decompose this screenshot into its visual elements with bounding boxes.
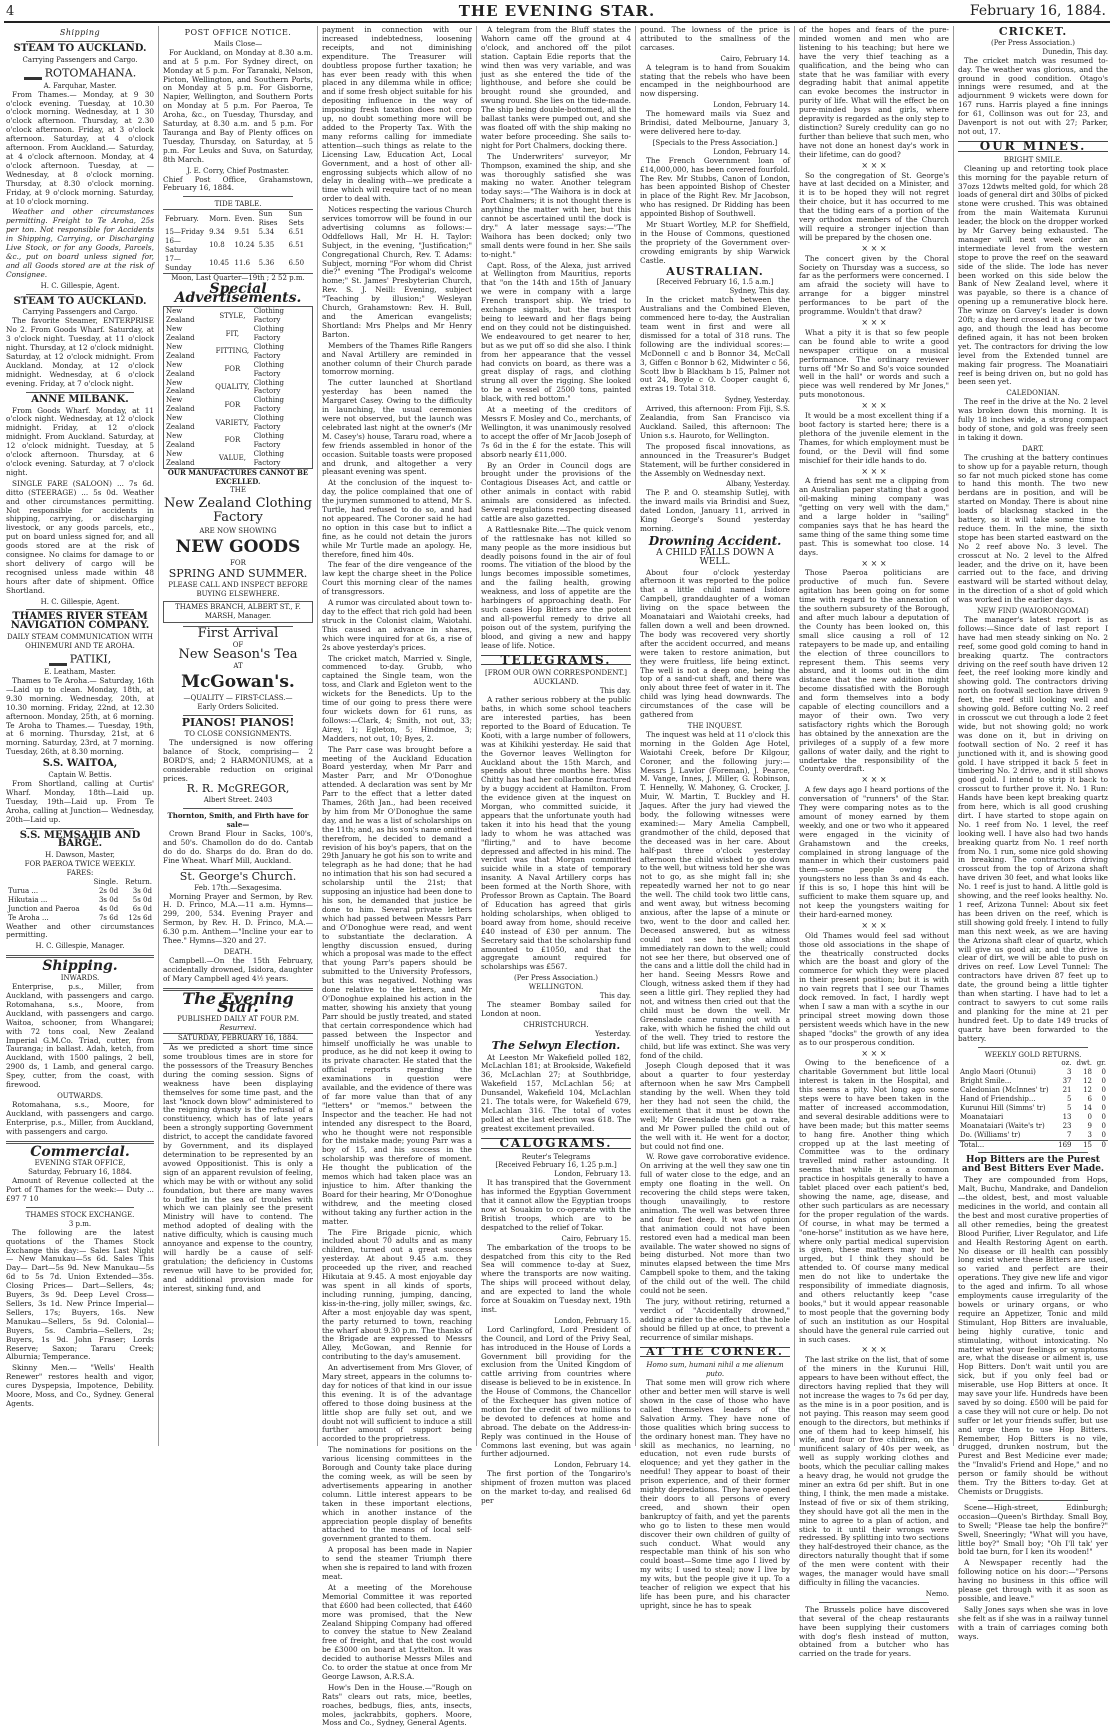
article-text: The P. and O. steamship Sutlej, with the inward mails via Brindisi and Suez, dated London, January 11, arrived in King George's Sound yesterday morning. xyxy=(640,488,790,533)
ad-subtitle: FOR PAEROA TWICE WEEKLY. xyxy=(24,860,136,869)
exchange-text: The following are the latest quotations of the Thames Stock Exchange this day:— Sales Last Night— New Manukau—5s 6d. Sales This Day— Dart—5s 9d. New Manukau—5s 6d to 5s 7d. Union Extended—35s. Closing Prices— Dart—Sellers, 4s; Buyers, 3s 9d. Deep Level Cross—Sellers, 3s 1d. New Prince Imperial—Sellers, 17s; Buyers, 16s. New Manukau—Sellers, 5s 9d. Colonial—Buyers, 5s. Cambria—Sellers, 2s; Buyers, 1s 9d. John Fraser; Lords Reserve; Saxon; Tararu Creek; Alburnia; Temperance. xyxy=(6,1227,154,1362)
article-text: Joseph Clough deposed that it was about a quarter to four yesterday afternoon when he saw Mrs Campbell standing by the well. When they told her they had not seen the child, the excitement that it must be down the well; Mr Greenslade then got a rake, and Mr Power pulled the child out of the well with it. He went for a doctor, but could not find one. xyxy=(640,1061,790,1151)
ad-text: ARE NOW SHOWING xyxy=(199,527,277,536)
article-text: Those Paeroa politicians are productive of much fun. Severe agitation has been going on for some time with regard to the annexation of the southern subsurety of the Borough, and after much labour a deputation of the County has been looked on, this small slice causing a roll of 12 ratepayers to be made up, and entailing the election of three councillors to represent them. This seems very absurd, and it looms out in the dim distance that the new addition might become dissatisfied with the Borough and form themselves into a body capable of electing councillors and a mayor of their own. Two very satisfactory rights which the Borough has obtained by the annexation are the privileges of a supply of a few more gallons of water daily, and the right to undertake the responsibility of the County overdraft. xyxy=(799,568,949,774)
ad-subtitle: Carrying Passengers and Cargo. xyxy=(22,55,138,64)
subheading: THE INQUEST. xyxy=(687,721,743,730)
column-3 xyxy=(322,25,472,1728)
table-row: Te Aroha ... 7s 6d 12s 6d xyxy=(8,913,152,922)
article-text: Lord Carlingford, Lord President of the Council, and Lord of the Privy Seal, has introduced in the House of Lords a Government bill providing for the exclusion from the United Kingdom of cattle arriving from countries where disease is believed to be in existence. In the House of Commons, the Chancellor of the Exchequer has given notice of motion for the credit of two millions to be devoted to defences at home and abroad. The debate on the Address-in-Reply was continued in the House of Commons last evening, but was again further adjourned. xyxy=(481,1324,631,1459)
fares-table: Single. Return. Turua ... 2s 0d 3s 0d Hikutaia ... 3s 0d 5s 0d Junction and Paeroa 4s 0d 6s 0d Te Aroha ... 7s 6d 12s 6d xyxy=(8,878,152,922)
dateline: London, February 14. xyxy=(554,1461,631,1470)
article-text: The crushing at the battery continues to show up for a payable return, though so far not much picked stone has come to hand this month. The two new berdans are in position, and will be started on Monday. There is about nine loads of blacksnag stacked in the battery, so it will take some time to reduce them. In the mine, the sixth stope has been started eastward on the No 2 reef above No. 3 level. The crosscut at No. 2 level to the Alfred leader, and the drive on it, have been carried out to the face, and driving eastward will be started without delay, in the direction of a shot of gold which was worked in the earlier days. xyxy=(958,452,1108,605)
ad-subtitle: DAILY STEAM COMMUNICATION WITH OHINEMURI AND TE AROHA. xyxy=(6,633,153,651)
article-text: The cricket match was resumed to-day. The weather was glorious, and the ground in good condition. Otago's innings were resumed, and at the adjournment 9 wickets were down for 167 runs. Harris played a fine innings for 61, Collinson was out for 23, and Davenport is not out with 27; Parker, not out, 17. xyxy=(958,55,1108,136)
steamship-icon xyxy=(24,67,42,80)
section-heading: Shipping. xyxy=(42,958,118,975)
article-text: At a meeting of the Morehouse Memorial Committee it was reported that £600 had been collected, that £460 more was promised, that the New Zealand Shipping Company had offered to convey the statue to New Zealand free of freight, and that the cost would be £3000 on board at Lyttelton. It was decided to authorise Messrs Miles and Co. to order the statue at once from Mr George Lawson, A.R.S.A. xyxy=(322,1582,472,1681)
dateline-place: AUCKLAND. xyxy=(533,678,579,687)
article-text: The Fire Brigade picnic, which included about 70 adults and as many children, turned out a great success yesterday. At about 9.45 a.m. they proceeded up the river, and reached Hikutaia at 9.45. A most enjoyable day was spent in all kinds of sports, including running, jumping, dancing, kiss-in-the-ring, jolly miller, swings, &c. After a most enjoyable day was spent, the party returned to town, reaching the wharf about 9.30 p.m. The thanks of the Brigade are expressed to Messrs Alley, McGowan, and Rennie for contributing to the day's amusement. xyxy=(322,1227,472,1362)
section-heading: OUR MINES. xyxy=(958,141,1108,152)
fares-heading: FARES: xyxy=(66,869,94,878)
divider xyxy=(26,609,134,610)
article-text: Capt. Ross, of the Alexa, just arrived at Wellington from Mauritius, reports that "on the 14th and 15th of January we were in company with a large French transport ship. We tried to exchange signals, but the transport being to leeward and her flags being end on they could not be distinguished. We endeavoured to get nearer to her, but as we put off so did she also. I think from her appearance that the vessel had convicts on board, as there was a great display of rags, and clothing strung all over the rigging. She looked to be a vessel of 2500 tons, painted black, with red bottom." xyxy=(481,260,631,404)
separator-stars: × × × xyxy=(861,401,887,411)
section-heading: CRICKET. xyxy=(998,25,1068,38)
ad-text: —QUALITY — FIRST-CLASS.— xyxy=(183,694,293,703)
tide-table: February. Morn. Even. Sun Rises Sun Sets 15—Friday 9.34 9.51 5.34 6.51 16—Saturday 10.8 10.24 5.35 6.51 17—Sunday 10.45 11.6 5.36 6.50 xyxy=(163,209,313,273)
article-text: What a pity it is that so few people can be found able to write a good newspaper critique on a musical performance. The ordinary reviewer turns off "Mr So and So's voice sounded well in the hall" or words and such a piece was well rendered by Mr Jones," puts monotonous. xyxy=(799,327,949,400)
notice-text: Campbell.—On the 15th February, accidentally drowned, Isidora, daughter of Mary Campbell aged 4½ years. xyxy=(163,955,313,983)
table-row: New Zealand FOR Clothing Factory xyxy=(166,360,284,378)
agent-name: H. C. Gillespie, Agent. xyxy=(40,597,120,606)
ship-name: PATIKI, xyxy=(6,653,154,666)
table-row: Caledonian (McInnes' tr) 21 12 0 xyxy=(960,1086,1106,1095)
masthead-rule xyxy=(4,21,1110,23)
agent-name: H. C. Gillespie, Agent. xyxy=(40,281,120,290)
dateline: Dunedin, This day. xyxy=(1042,47,1108,56)
subheading: [Specials to the Press Association.] xyxy=(652,138,778,147)
ad-branch: THAMES BRANCH, ALBERT ST., F. MARSH, Manager. xyxy=(163,601,313,623)
table-row: Moanataiari (Waite's tr) 23 9 0 xyxy=(960,1121,1106,1130)
column-1 xyxy=(6,26,154,1446)
received-note: [Received February 16, 1.25 p.m.] xyxy=(495,1161,617,1170)
article-text: It has transpired that the Government has informed the Egyptian Government that it cannot allow the Egyptian troops now at Souakim to co-operate with the British troops, which are to be despatched to the relief of Tokar. xyxy=(481,1178,631,1232)
dateline: Sydney, This day. xyxy=(729,287,790,296)
ship-master: A. Farquhar, Master. xyxy=(43,81,117,90)
dateline: Cairo, February 15. xyxy=(561,1234,631,1243)
article-text: So the congregation of St. George's have at last decided on a Minister, and it is to be hoped they will not regret their choice, but it has occurred to me that the tiding ears of a portion of the very orthodox members of the Church will require a stronger injection than will be prepared by the chosen one. xyxy=(799,170,949,242)
table-row: Hikutaia ... 3s 0d 5s 0d xyxy=(8,895,152,904)
article-text: A Newspaper recently had the following notice on his door:—"Persons having no business in this office will please get through with it as soon as possible, and leave." xyxy=(958,1558,1108,1603)
article-text: The Underwriters' surveyor, Mr Thompson, examined the ship, and she was thoroughly satisfied she was making no water. Another telegram today says:—"The Waihora is in dock at Port Chalmers; it is not thought there is anything the matter with her, but this cannot be ascertained until the dock is dry." A later message says:—"The Waihora has been docked; only two small dents were found in her. She sails to-night." xyxy=(481,151,631,259)
revenue-text: Amount of Revenue collected at the Port of Thames for the week:— Duty ... £97 7 10 xyxy=(6,1176,154,1204)
column-divider xyxy=(635,26,636,1446)
section-heading: Special Advertisements. xyxy=(174,281,302,307)
article-text: The last strike on the list, that of some of the miners in the Kurunui Hill, appears to have been without effect, the directors having replied that they will not increase the wages to 7s 6d per day, as the mine is in a poor position, and is not paying. This reason may seem good enough to the directors, but methinks if one of them had to keep himself, his wife, and four or five children, on the munificent salary of 40s per week, as well as supply working clothes and boots, which the peculiar calling makes a heavy drag, he would not grudge the miner an extra 6d per shift. But in one thing, I think, the men made a mistake. Instead of five or six of them striking, they should have got all the men in the mine to agree to a plan of action, and stick to it until their wrongs were redressed. By splitting into two sections they half-destroyed their chance, as the directors naturally thought that if some of the men were content with their wages, the manager would have small difficulty in filling the vacancies. xyxy=(799,1355,949,1587)
agent-name: H. C. Gillespie, Manager. xyxy=(35,942,125,951)
article-text: The Brussels police have discovered that several of the cheap restaurants have been supplying their customers with dog's flesh instead of mutton, obtained from a butcher who has carried on the trade for years. xyxy=(799,1604,949,1659)
ad-text: PLEASE CALL AND INSPECT BEFORE BUYING ELSEWHERE. xyxy=(168,581,308,598)
page-number: 4 xyxy=(6,4,15,19)
article-text: Mr Stuart Wortley, M.P. for Sheffield, in the House of Commons, questioned the propriety of the Government over-crowding emigrants by ship Warwick Castle. xyxy=(640,220,790,265)
arrivals-text: Enterprise, p.s., Miller, from Auckland, with passengers and cargo. Rotomahana, s.s., Moore, from Auckland, with passengers and cargo. Waitoa, schooner, from Whangarei; with 72 tons coal, New Zealand Imperial G.M.Co. Triad, cutter, from Tauranga; in ballast. Adah, ketch, from Auckland, with 1500 palings, 2 bell, 2900 ds, 1 Lamb, and general cargo. Spey, cutter, from the coast, with firewood. xyxy=(6,982,154,1090)
table-row: New Zealand FIT, Clothing Factory xyxy=(166,325,284,342)
divider xyxy=(26,41,134,42)
article-text: A proposal has been made in Napier to send the steamer Triumph there when she is repaired to land with frozen meat. xyxy=(322,1545,472,1581)
separator-stars: × × × xyxy=(861,160,887,170)
article-text: Sally Jones says when she was in love she felt as if she was in a railway tunnel with a train of carriages coming both ways. xyxy=(958,1604,1108,1641)
article-text: The cricket match, Married v. Single, commenced to-day. Grubb, who captained the Single team, won the toss, and Clark and Egleton went to the wickets for the Benedicts. Up to the time of our going to press there were four wickets down for 61 runs, as follows:—Clark, 4; Smith, not out, 33; Airey, 1; Egleton, 5; Hindmoe, 3; Madders, not out, 10; Byes, 2. xyxy=(322,653,472,743)
subheading: NEW FIND (WAIORONGOMAI) xyxy=(977,607,1089,616)
article-text: W. Rowe gave corroborative evidence. On arriving at the well they saw one tin full of water close to the edge, and an empty one floating in the well. On recovering the child steps were taken, though unavailingly, to restore animation. The well was between three and four feet deep. It was of opinion that animation could not have been restored even had a medical man been available. The water showed no signs of being disturbed. Not more than two minutes elapsed between the time Mrs Campbell spoke to them, and the taking of the child out of the well. The child could not be seen. xyxy=(640,1152,790,1296)
article-text: It would be a most excellent thing if a boot factory is started here; there is a plethora of the juvenile element in the Thames, for which employment must be found, or the Devil will find some mischief for their idle hands to do. xyxy=(799,411,949,465)
article-text: The homeward mails via Suez and Brindisi, dated Melbourne, January 3, were delivered here to-day. xyxy=(640,109,790,136)
section-heading: AT THE CORNER. xyxy=(640,1347,790,1358)
subheading: The Selwyn Election. xyxy=(491,1038,621,1052)
separator-stars: × × × xyxy=(861,318,887,327)
article-text: A rumor was circulated about town to-day to the effect that rich gold had been struck in the Colonist claim, Waiotahi. This caused an advance in shares, which were inquired for at 6s, a rise of 2s above yesterday's prices. xyxy=(322,598,472,652)
divider xyxy=(26,828,134,829)
ad-subtitle: SPRING AND SUMMER. xyxy=(168,567,308,581)
article-text: That some men will grow rich where other and better men will starve is well shown in the case of those who have called themselves leaders of the Salvation Army. They have none of those qualities which bring success to the ordinary honest man. They have no skill as mechanics, no learning, no education, not even rude bursts of eloquence; and yet they gather in the needful! They appear to boast of their prison experience, and of their former mighty depredations. They have opened their doors to all persons of every creed, and shown their open bankruptcy of faith, and yet the parents who go to listen to these men would discover their own children of guilty of such conduct. What would any respectable man think of his son who could boast—Some time ago I lived by my wits; I used to steal; now I live by my wits, but the people give it up. To a teacher of religion we expect that his life has been pure, and his character upright, since he has to speak xyxy=(640,1378,790,1610)
ad-title: STEAM TO AUCKLAND. xyxy=(13,42,147,54)
ad-text: The undersigned is now offering balance of Stock, comprising— 2 BORD'S, and; 2 HARMONIUMS, at a considerable reduction on original prices. xyxy=(163,737,313,783)
article-text: Notices respecting the various Church services tomorrow will be found in our advertising columns as follows:—Oddfellows Hall, Mr H. H. Taylor: Subject, in the evening, "Justification;" Congregational Church, Rev. T. Adams: Subject, morning "For whom did Christ die?" evening "The Prodigal's welcome home;" St. James' Presbyterian Church, Rev. S. J. Neill: Evening, subject "Teaching by illusion;" Wesleyan Church, Grahamstown: Rev. H. Bull, and the American evangelists; Shortland: Mrs Phelps and Mr Henry Barton. xyxy=(322,205,472,339)
ship-master: E. Leatham, Master. xyxy=(44,668,116,677)
subheading: INWARDS. xyxy=(60,974,100,983)
author-signature: Nemo. xyxy=(925,1589,949,1598)
article-text: The jury, without retiring, returned a verdict of "Accidentally drowned," adding a rider to the effect that the hole should be filled up at once, to prevent a recurrence of similar mishaps. xyxy=(640,1296,790,1342)
dateline: Cairo, February 14. xyxy=(720,54,790,63)
steamship-icon xyxy=(49,653,67,666)
separator-stars: × × × xyxy=(861,775,887,785)
table-row: New Zealand QUALITY, Clothing Factory xyxy=(166,378,284,396)
article-text: A telegram from the Bluff states the Wahorn came off the ground at 4 o'clock, and anchored off the pilot station. Captain Edie reports that the wind then was very variable, and was just as she entered the tide of the lighthouse, and before she could be brought round she grounded, and swung round. She lies on the tide-made. The ship being double-bottomed, all the ballast tanks were pumped out, and she was floated off with the ship making no water before proceeding. She sails to-night for Port Chalmers, docking there. xyxy=(481,25,631,150)
dateline-place: CHRISTCHURCH. xyxy=(523,1020,589,1029)
article-text: The French Government loan of £14,000,000, has been covered fourfold. The Rev. Mr Stubbs, Canon of London, has been appointed Bishop of Chester in place of the Right Rev. Mr Jacobson, who has resigned. Dr Ridding has been appointed Bishop of Southwell. xyxy=(640,155,790,219)
divider xyxy=(26,1207,134,1208)
article-text: At the conclusion of the inquest to-day, the police complained that one of the jurymen summoned to attend, Mr S. Turtle, had refused to do so, and had not appeared. The Coroner said he had no option in this case but to inflict a fine, as he could not detain the jurors while Mr Turtle made an apology. He, therefore, fined him 40s. xyxy=(322,478,472,559)
article-text: payment in connection with our increased indebtedness, loosening receipts, and not diminishing expenditure. The Treasurer will doubtless propose further taxation; he has ever been ready with this when placed in any dilemma while in office; and if some fresh object suitable for his depositing influence in the way of imposing fresh taxation does not crop up, no doubt something more will be added to the Property Tax. With the many reforms calling for immediate attention—such things as relate to the Licensing Law, Education Act, Local Government, and a host of other all-engrossing subjects which allow of no delay in dealing with—we predicate a time which will require tact of no mean order to deal with. xyxy=(322,25,472,204)
divider xyxy=(819,1602,929,1603)
section-heading: Commercial. xyxy=(30,1143,130,1160)
ad-title: NEW GOODS xyxy=(175,537,301,558)
separator-stars: × × × xyxy=(861,558,887,568)
motto: Homo sum, humani nihil a me alienum puto. xyxy=(646,1361,784,1379)
column-divider xyxy=(158,26,159,1446)
subheading: EVENING STAR OFFICE, xyxy=(34,1159,126,1168)
table-row: Do. (Williams' tr) 7 3 0 xyxy=(960,1130,1106,1139)
column-7 xyxy=(958,25,1108,1641)
ad-text: Crown Brand Flour in Sacks, 100's, and 50's. Chamollon do do do. Cantab do do do. Sharps do do. Bran do do. Fine Wheat. Wharf Mill, Auckland. xyxy=(163,829,313,865)
article-text: A telegram is to hand from Souakim stating that the rebels who have been encamped in the neighbourhood are now dispersing. xyxy=(640,62,790,99)
schedule-text: The favorite Steamer, ENTERPRISE No 2. From Goods Wharf. Saturday, at 3 o'clock night. Tuesday, at 11 o'clock night. Thursday, at 12 o'clock midnight. Saturday, at 12 o'clock midnight. From Auckland. Monday, at 12 o'clock midnight. Wednesday, at 6 o'clock evening. Friday, at 7 o'clock night. xyxy=(6,316,154,388)
article-text: A friend has sent me a clipping from an Australian paper stating that a good oil-making mining company was "getting on very well with the dam," and a large holder in "sailing" companies says that he has heard the same thing of the same thing some time past. This is somewhat too close. 14 days. xyxy=(799,476,949,557)
article-text: A rather serious robbery at the public baths, in which some school teachers are interested parties, has been reported to the Board of Education. Te Kooti, with a large number of followers, was at Kihikihi yesterday. He said that the Governor leaves Wellington for Auckland about the 15th March, and spends about three months here. Miss Chitty has had her collarbone fractured by a buggy accident at Hamilton. From the evidence given at the inquest on Morgan, who committed suicide, it appears that the unfortunate youth had taken it into his head that the young lady to whom he was attached was "flirting," and to have become depressed and affected in his mind. The verdict was that Morgan committed suicide while in a state of temporary insanity. A Naval Artillery corps has been formed at the North Shore, with Professor Brown as Captain. The Board of Education has agreed that girls holding scholarships, when obliged to board away from home, should receive £40 instead of £30 per annum. The Secretary said that the scholarship fund amounted to £1050, and that the aggregate amount required for scholarships was £567. xyxy=(481,695,631,972)
schedule-text: From Goods Wharf. Monday, at 11 o'clock night. Wednesday, at 12 o'clock midnight. Friday, at 12 o'clock midnight. From Auckland. Saturday, at 12 o'clock midnight. Tuesday, at 5 o'clock afternoon. Thursday, at 6 o'clock evening. Saturday, at 7 o'clock night. xyxy=(6,405,154,477)
article-text: About four o'clock yesterday afternoon it was reported to the police that a little child named Isidore Campbell, granddaughter of a woman living on the space between the Moanataiari and Waiotahi creeks, had fallen down a well and been drowned. The body was recovered very shortly after the accident occurred, and means were taken to restore animation, but they were fruitless, life being extinct. The well is not a deep one, being the top of a sand-cut shaft, and there was only about three feet of water in it. The child was lying head downwards. The circumstances of the case will be gathered from xyxy=(640,567,790,720)
dateline: London, February 13. xyxy=(554,1170,631,1179)
advert-text: How's Den in the House.—"Rough on Rats" clears out rats, mice, beetles, roaches, bedbugs, flies, ants, insects, moles, jackrabbits, gophers. Moore, Moss and Co., Sydney, General Agents. xyxy=(322,1682,472,1728)
issue-date: February 16, 1884. xyxy=(969,3,1106,19)
table-row: New Zealand VARIETY, Clothing Factory xyxy=(166,414,284,432)
divider xyxy=(26,294,134,295)
dateline-place: WELLINGTON. xyxy=(528,983,584,992)
table-row: New Zealand FITTING, Clothing Factory xyxy=(166,342,284,360)
received-note: [Received February 16, 1.5 a.m.] xyxy=(656,278,774,287)
dateline: Chief Post Office, Grahamstown, February 16, 1884. xyxy=(163,174,313,193)
paper-nameplate: The Evening Star. xyxy=(182,988,294,1017)
separator-stars: × × × xyxy=(861,1345,887,1355)
motto: Resurrexi. xyxy=(219,1024,257,1033)
ad-text: Morning Prayer and Sermon, by Rev. H. D. Frinco, M.A.—11 a.m. Hymns—299, 200, 534. Evening Prayer and Sermon, by Rev. H. D. Frinco, M.A.—6.30 p.m. Anthem—"Incline your ear to Thee." Hymns—320 and 27. xyxy=(163,891,313,946)
table-row: Hand of Friendship... 5 6 0 xyxy=(960,1095,1106,1104)
ad-title: McGowan's. xyxy=(181,672,295,693)
article-text: In the cricket match between the Australians and the Combined Eleven, commenced here to-day, the Australian team went in first and were all dismissed for a total of 318 runs. The following are the individual scores:—McDonnell c and b Bonnor 34, McCall 3, Giffen c Bonnor b 62, Midwinter c 56, Scott lbw b Blackham b 15, Palmer not out 24, Boyle c O. Cooper caught 6, extras 19. Total 318. xyxy=(640,295,790,394)
column-6 xyxy=(799,25,949,1659)
table-row: 16—Saturday 10.8 10.24 5.35 6.51 xyxy=(165,236,305,254)
table-row: Junction and Paeroa 4s 0d 6s 0d xyxy=(8,904,152,913)
column-4 xyxy=(481,25,631,1505)
newspaper-title: THE EVENING STAR. xyxy=(458,2,656,20)
article-text: Scene—High-street, Edinburgh; occasion—Queen's Birthday. Small Boy, to Swell; "Please tae help the bonfire?" Swell, Sneeringly; "What will you have, little boy?" Small boy; "Oh I'll tak' yer bold tae burn, for I ken its wooden!" xyxy=(958,1502,1108,1557)
article-text: The manager's latest report is as follows:—Since date of last report I have had men steady sinking on No. 2 reef, some good gold coming to hand in breaking quartz. The contractors driving on the reef south have driven 12 feet, the reef looking more kindly and showing gold. The contractors driving north on footwall section have driven 9 feet, the reef still looking well and showing gold. Before cutting No. 2 reef in crosscut we cut through a lode 2 feet wide, but not showing gold; no work was done on it, but in driving on footwall section of No. 2 reef it has junctioned with it, and is showing good gold. I have stripped it back 5 feet in timbering No. 2 drive, and it still shows good gold. I intend to strip it back to crosscut to further prove it. No. 1 Run: Hands have been kept breaking quartz from here, which is all good crushing dirt. I have started to stope again on No. 1 reef from No. 1 level, the reef looking well. I have also had two hands breaking quartz from No. 1 reef north from No. 1 run, some nice gold showing in breaking. The contractors driving crosscut from the top of Arizona shaft have driven 30 feet, and what looks like No. 1 reef is just to hand. A little gold is showing, and the reef looks healthy. No. 1 reef, Arizona Tunnel: About six feet has been driven on the reef, which is still showing gold freely. I intend to fully man this next week, as we are having the Arizona shaft clear of quartz, which will give us good air, and the drive is clear of dirt, we will be able to push on drives on reef. Low Level Tunnel: The contractors have driven 87 feet up to date, the ground being a little tighter than when starting. I have had to let a contract to sawyers to cut some rails and planking for the mine at 21 per hundred feet. Up to date 149 trucks of quartz have been forwarded to the battery. xyxy=(958,615,1108,1043)
section-heading: TELEGRAMS. xyxy=(481,655,631,666)
nameplate-subtitle: PUBLISHED DAILY AT FOUR P.M. xyxy=(177,1015,299,1024)
article-text: Old Thames would feel sad without those old associations in the shape of the theatrically constructed docks which are the boast and glory of the commerce for which they were placed in their present position; but it is with no vain regrets that I see our Thames dock removed. In fact, I hardly wept when I saw a man with a scythe in our principal street mowing down those persistent weeds which have in the new shaped "docks" the growth of any idea as to our prosperous condition. xyxy=(799,930,949,1047)
ad-title: POST OFFICE NOTICE. xyxy=(184,28,292,37)
article-text: The first portion of the Tongariro's shipment of frozen mutton was placed on the market to-day, and realised 6d per xyxy=(481,1469,631,1505)
ad-subtitle: Mails Close— xyxy=(213,39,263,48)
ad-title: New Zealand Clothing Factory xyxy=(164,496,312,526)
table-row: Anglo Maori (Otunui) 3 18 0 xyxy=(960,1068,1106,1077)
subheading: DEATH. xyxy=(223,947,253,956)
subheading: TIDE TABLE. xyxy=(214,200,262,209)
ad-text: Early Orders Solicited. xyxy=(197,703,279,712)
table-row: Bright Smile... 37 12 0 xyxy=(960,1077,1106,1086)
divider xyxy=(183,196,293,197)
subheading: (Per Press Association.) xyxy=(514,974,598,983)
subheading: [FROM OUR OWN CORRESPONDENT.] xyxy=(485,669,627,678)
article-text: Members of the Thames Rifle Rangers and Naval Artillery are reminded in another column of their Church parade tomorrow morning. xyxy=(322,340,472,377)
article-text: By an Order in Council dogs are brought under the provisions of the Contagious Diseases Act, and cattle or other animals in contact with rabid animals are considered as infected. Several regulations respecting diseased cattle are also gazetted. xyxy=(481,460,631,523)
departures-text: Rotomahana, s.s., Moore, for Auckland, with passengers and cargo. Enterprise, p.s., Miller, from Auckland, with passengers and cargo. xyxy=(6,1099,154,1136)
divider xyxy=(26,392,134,393)
table-row: 17—Sunday 10.45 11.6 5.36 6.50 xyxy=(165,254,305,272)
subheading: BRIGHT SMILE. xyxy=(1003,155,1063,164)
ad-claim: OUR MANUFACTURES CANNOT BE EXCELLED. xyxy=(167,467,309,486)
ad-text: FOR xyxy=(230,559,246,568)
dateline: London, February 14. xyxy=(713,147,790,156)
ad-title: First Arrival xyxy=(197,625,279,641)
dateline: London, February 15. xyxy=(554,1316,631,1325)
section-heading: CALOGRAMS. xyxy=(481,1138,631,1149)
dateline: This day. xyxy=(599,687,631,696)
ad-title: S.S. MEMSAHIB AND BARGE. xyxy=(19,829,141,850)
table-row: New Zealand FOR Clothing Factory xyxy=(166,396,284,414)
section-heading: Drowning Accident. xyxy=(648,533,782,548)
schedule-text: From Thames.— Monday, at 9 30 o'clock evening. Tuesday, at 10.30 o'clock morning. Wednesday, at 1 30 o'clock afternoon. Thursday, at 2.30 o'clock afternoon. Friday, at 3 o'clock afternoon. Saturday, at 4 o'clock afternoon. From Auckland.— Saturday, at 4 o'clock afternoon. Monday, at 4 o'clock afternoon. Tuesday, at — Wednesday, at 8 o'clock morning. Thursday, at 8.30 o'clock morning. Friday, at 9 o'clock morning. Saturday, at 10 o'clock morning. xyxy=(6,89,154,206)
ad-subtitle: TO CLOSE CONSIGNMENTS. xyxy=(184,730,292,738)
dateline: Sydney, Yesterday. xyxy=(724,396,790,405)
column-divider xyxy=(476,26,477,1446)
ad-title: St. George's Church. xyxy=(179,869,297,883)
article-text: Owing to the beneficence of a charitable Government but little local interest is taken in the Hospital, and this seems a pity. Not long ago some steps were to have been taken in the matter of increased accommodation, and several desirable additions were to have been made; but this matter seems to hang fire. Another thing which cropped up at the last meeting of Committee was to the ordinary travelled mind rather astounding. It seems that while it is a common practice in hospitals generally to have a tablet placed over each patient's bed, showing the name, age, disease, and other such particulars as are necessary for the proper regulation of the wards. Of course, in what may be termed a "one-horse" institution as we have here, where only partial medical supervision is given, these matters may not be urged, but I think they should be attended to. Of course many medical men do not like to undertake the responsibility of immediate diagnosis, and others reluctantly keep "case books," but it would appear reasonable to most people that the governing body of such an institution as our Hospital should have the general rule carried out in such cases. xyxy=(799,1058,949,1344)
article-text: of the hopes and fears of the pure-minded women and men who are listening to his teaching; but here we have the very thief teaching as a qualification, and the being who can state that he was familiar with every degrading habit that animal appetite can evoke becomes the instructor in purity of life. What will the effect be on pure-minded boys and girls, where depravity is regarded as the only step to distinction? Surely credulity can go no further than believe that such men, who have not done an honest day's work in their lifetime, can do good? xyxy=(799,25,949,159)
separator-stars: × × × xyxy=(861,243,887,253)
masthead xyxy=(0,0,1114,22)
column-5 xyxy=(640,25,790,1610)
signature: J. E. Corry, Chief Postmaster. xyxy=(186,166,290,175)
editorial-text: As we predicted a short time since some troublous times are in store for the possessors of the Treasury Benches during the coming session. Signs of weakness have been displaying themselves for some time past, and the last "knock down blow" administered to the reigning dynasty is the refusal of a constituency, which has of late years been a strongly supporting Government district, to accept the candidate favored by Government, and its displayed determination to be represented by an avowed Oppositionist. This is only a sign of an apparent revulsion of feeling, which may be with or without any solid foundation, but there are many waves to buffet in the sea of troubles with which we can plainly see the present Ministry will have to contend. The method adopted of dealing with the native difficulty, which is causing much annoyance and expense to the country, will hardly be a cause of self-gratulation; the deficiency in Customs revenue will have to be provided for, and additional provision made for interest, sinking fund, and xyxy=(163,1043,313,1293)
column-2 xyxy=(163,26,313,1446)
subheading: THAMES STOCK EXCHANGE. xyxy=(25,1210,135,1219)
notice-text: Weather and other circumstances permitting. Freight to Te Aroha, 25s per ton. Not responsible for Accidents in Shipping, Carrying, or Discharging Live Stock, or for any Goods, Parcels, &c., put on board unless signed for, and all Goods stored are at the risk of Consignee. xyxy=(6,207,154,279)
article-text: The proposed fiscal innovations, as announced in the Treasurer's Budget Statement, will be further considered in the Assembly on Wednesday next. xyxy=(640,441,790,478)
ad-title: Thornton, Smith, and Firth have for sale— xyxy=(167,811,309,830)
dateline: This day. xyxy=(599,992,631,1001)
divider xyxy=(978,1152,1088,1153)
subheading: DART. xyxy=(1022,444,1044,453)
ship-name: ROTOMAHANA. xyxy=(6,67,154,80)
subheading: OUTWARDS. xyxy=(57,1091,103,1100)
article-text: A few days ago I heard portions of the conversation of "runners" of the Star. They were comparing notes as to the amount of money earned by them weekly, and one or two who it appeared were engaged in the vicinity of Grahamstown and the creeks, complained in strong language of the manner in which their customers paid them—some people owing the youngsters no less than 3s and 4s each. If this is so, I hope this hint will be sufficient to make them square up, and not keep the youngsters waiting for their hard-earned money. xyxy=(799,785,949,919)
table-row: New Zealand VALUE, Clothing Factory xyxy=(166,449,284,467)
article-text: A Rattlesnake Bite.—The quick venom of the rattlesnake has not killed so many people as the more insidious but deadly poisons found in the air of foul rooms. The vitiation of the blood by the lungs becomes impossible sometimes, and the failing health, growing weakness, and loss of appetite are the harbingers of approaching death. For such cases Hop Bitters are the potent and all-powerful remedy to drive all poison out of the system, purifying the blood, and giving a new and happy lease of life. Notice. xyxy=(481,524,631,650)
ad-subtitle: Carrying Passengers and Cargo. xyxy=(22,308,138,317)
notice-text: Weather and other circumstances permitting. xyxy=(6,921,154,940)
dateline: Feb. 17th.—Sexagesima. xyxy=(194,883,282,892)
ad-title: ANNE MILBANK. xyxy=(31,393,129,405)
dateline: London, February 14. xyxy=(713,101,790,110)
article-text: The fear of the dire vengeance of the law kept the charge sheet in the Police Court this morning clear of the names of transgressors. xyxy=(322,560,472,597)
table-row: Kurunui Hill (Simms' tr) 5 14 0 xyxy=(960,1103,1106,1112)
table-row: Moanataiari 13 0 0 xyxy=(960,1112,1106,1121)
moon-note: Moon, Last Quarter—19th ; 2 52 p.m. xyxy=(171,273,305,282)
article-text: The cutter launched at Shortland yesterday has been named the Margaret Casey. Owing to the difficulty in launching, the usual ceremonies were not observed, but the launch was celebrated last night at the owner's (Mr M. Casey's) house, Tararu road, where a few friends assembled in honor of the occasion. Suitable toasts were proposed and drunk, and altogether a very pleasant evening was spent. xyxy=(322,378,472,477)
ad-text: They are compounded from Hops, Malt, Buchu, Mandrake, and Dandelion—the oldest, best, and most valuable medicines in the world, and contain all the best and most curative properties of all other remedies, being the greatest Blood Purifier, Liver Regulator, and Life and Health Restoring Agent on earth. No disease or ill health can possibly long exist where these Bitters are used, so varied and perfect are their operations. They give new life and vigor to the aged and infirm. To all whose employments cause irregularity of the bowels or urinary organs, or who require an Appetizer, Tonic and mild Stimulant, Hop Bitters are invaluable, being highly curative, tonic and stimulating, without intoxicating. No matter what your feelings or symptoms are, what the disease or ailment is, use Hop Bitters. Don't wait until you are sick, but if you only feel bad or miserable, use Hop Bitters at once. It may save your life. Hundreds have been saved by so doing. £500 will be paid for a case they will not cure or help. Do not suffer or let your friends suffer, but use and urge them to use Hop Bitters. Remember, Hop Bitters is no vile, drugged, drunken nostrum, but the Purest and Best Medicine ever made; the "Invalid's Friend and Hope," and no person or family should be without them. Try the Bitters to-day. Get at Chemists or Druggists. xyxy=(958,1175,1108,1496)
separator-stars: × × × xyxy=(861,1048,887,1058)
column-divider xyxy=(794,26,795,1446)
table-row: Turua ... 2s 0d 3s 0d xyxy=(8,886,152,895)
column-divider xyxy=(317,26,318,1446)
ad-title: STEAM TO AUCKLAND. xyxy=(13,295,147,307)
dateline: Yesterday. xyxy=(595,1029,631,1038)
ad-title: Hop Bitters are the Purest and Best Bitters Ever Made. xyxy=(961,1155,1105,1175)
divider xyxy=(183,808,293,809)
gold-returns-table: oz. dwt. gr. Anglo Maori (Otunui) 3 18 0 Bright Smile... 37 12 0 Caledonian (McInnes' tr) 21 12 0 Hand of Friendship... 5 6 0 Kurunui Hill (Simms' tr) 5 14 0 Moanataiari 13 0 0 Moanataiari (Waite's tr) 23 9 0 Do. (Williams' tr) 7 3 0 Total... 169 15 0 xyxy=(960,1059,1106,1149)
ad-text: THE xyxy=(230,486,246,495)
ad-signature: R. R. McGREGOR, xyxy=(186,782,290,796)
article-text: The inquest was held at 11 o'clock this morning in the Golden Age Hotel, Waiotahi Creek, before Dr Kilgour, Coroner, and the following jury:—Messrs J. Lawlor (Foreman), J. Pearce, M. Vange, Innes, J. Miller, G. Robinson, T. Hennelly, W. Mahoney, G. Crocker, J. Muir, W. Martin, T. Buckley and H. Jaques. After the jury had viewed the body, the following witnesses were examined:— Mary Amelia Campbell, grandmother of the child, deposed that the deceased was in her care. About half-past three o'clock yesterday afternoon the child wished to go down to the well, but witness told her she was not to go, as she might fall in; she repeatedly warned her not to go near the well. The child took two little cans, and went away, but witness becoming anxious, after the lapse of a minute or two, went to the door and called her. Deceased answered, but as witness could not see her, she almost immediately ran down to the well; could not see her there, but observed one of the cans and a little doll the child had in her hand. Seeing Messrs Rowe and Clough, witness asked them if they had seen a little girl. They replied they had not, and witness then cried out that the child must be down the well. Mr Greenslade came running out with a rake, with which he fished the child out of the well. They tried to restore the child, but life was extinct. She was very fond of the child. xyxy=(640,729,790,1060)
article-text: The nominations for positions on the various licensing committees in the Borough and County take place during the coming week, as will be seen by advertisements appearing in another column. Little interest appears to be taken in these important elections, which in another instance of the appreciation people display of benefits attached to the means of local self-government granted to them. xyxy=(322,1445,472,1544)
separator-stars: × × × xyxy=(861,466,887,476)
article-text: The concert given by the Choral Society on Thursday was a success, so far as the performers were concerned. I am afraid the society will have to arrange for a bigger minstrel performances to be part of the programme. Wouldn't that draw? xyxy=(799,253,949,317)
article-text: The steamer Bombay sailed for London at noon. xyxy=(481,999,631,1018)
divider xyxy=(978,1047,1088,1048)
subheading: Reuter's Telegrams xyxy=(521,1152,591,1161)
dateline: 3 p.m. xyxy=(68,1219,92,1228)
clothing-ad-table xyxy=(163,306,313,468)
section-heading: AUSTRALIAN. xyxy=(666,264,764,278)
advert-text: Skinny Men.— "Wells' Health Renewer" restores health and vigor, cures Dyspepsia, Impotence, Debility. Moore, Moss, and Co., Sydney. General Agents. xyxy=(6,1363,154,1408)
subheading: (Per Press Association.) xyxy=(991,38,1075,47)
schedule-text: From Shortland, calling at Curtis' Wharf. Monday, 18th—Laid up. Tuesday, 19th—Laid up. From Te Aroha, calling at Junction— Wednesday, 20th—Laid up. xyxy=(6,778,154,824)
mail-text: For Auckland, on Monday at 8.30 a.m. and at 5 p.m. For Sydney direct, on Monday at 5 p.m. For Taranaki, Nelson, Picton, Wellington, and Southern Ports, on Monday at 5 p.m. For Gisborne, Napier, Wellington, and Southern Ports on Monday at 5 p.m. For Paeroa, Te Aroha, &c., on Tuesday, Thursday, and Saturday, at 8.30 a.m. and 5 p.m. For Tauranga and Bay of Plenty offices on Tuesday, Thursday, on Saturday, at 5 p.m. For Leuks and Suva, on Saturday, 8th March. xyxy=(163,47,313,164)
ad-text: OF xyxy=(232,640,244,649)
ad-address: Albert Street. 2403 xyxy=(203,796,273,805)
article-text: Arrived, this afternoon: From Fiji, S.S. Zealandia, from San Francisco via Auckland. Sailed, this afternoon: The Union s.s. Hauroto, for Wellington. xyxy=(640,404,790,440)
editorial-date: SATURDAY, FEBRUARY 16, 1884. xyxy=(163,1033,313,1044)
subheading: A CHILD FALLS DOWN A WELL. xyxy=(656,547,774,567)
article-text: The Parr case was brought before a meeting of the Auckland Education Board yesterday, when Mr Parr and Master Parr, and Mr O'Donoghue attended. A declaration was sent by Mr Parr to the effect that a letter dated Thames, 26th Jan., had been received by him from Mr O'Donoghue the same day, and he was a list of scholarships on the 11th; and, as his son's name omitted therefrom, he decided to demand a revision of his boy's papers, that on the 29th January he got his son to write and telegraph as he had done; that he had no intimation that his son had secured a scholarship until the 21st; that supposing an injustice had been done to his son, he demanded that justice be done to him. Several private letters which had passed between Messrs Parr and O'Donoghue were read, and went to substantiate the declaration. A lengthy discussion ensued, during which a proposal was made to the effect that young Parr's papers should be submitted to the University Professors, but this was negatived. Nothing was done relative to the letters, and Mr O'Donoghue explained his action in the matter, showing his anxiety that young Parr should be justly treated, and stated that certain correspondence which had passed between the Inspector and himself unofficially he was unable to produce, as he did not keep it owing to its private character. He stated that the official reports regarding the examinations in question were available, and the evidence of there was of far more value than that of any "letters" or "memos." between the Inspector and the teacher. He had not intended any disrespect to the Board, who he thought were not responsible for the mistake made; young Parr was a boy of 15, and his success in the scholarship was therefore of moment. He thought the publication of the memos which had taken place was an injustice to him. After thanking the Board for their hearing, Mr O'Donoghue withdrew, and the meeting closed without taking any further action in the matter. xyxy=(322,744,472,1226)
article-text: At a meeting of the creditors of Messrs F. Mosley and Co., merchants, of Wellington, it was unanimously resolved to accept the offer of Mr Jacob Joseph of 7s 6d in the £ for the estate. This will absorb nearly £11,000. xyxy=(481,405,631,459)
table-row: New Zealand FOR Clothing Factory xyxy=(166,431,284,449)
article-text: At Leeston Mr Wakefield polled 182, McLachlan 181; at Brookside, Wakefield 36, McLachlan 27; at Southbridge, Wakefield 157, McLachlan 56; at Dunsandel, Wakefield 104, McLachlan 21. The totals were, for Wakefield 679, McLachlan 316. The total of votes polled at the last election was 618. The greatest excitement prevailed. xyxy=(481,1052,631,1133)
ad-text: AT xyxy=(233,662,243,671)
table-total-row: Total... 169 15 0 xyxy=(960,1140,1106,1149)
dateline: Saturday, February 16, 1884. xyxy=(28,1168,132,1177)
article-text: pound. The lowness of the price is attributed to the smallness of the carcases. xyxy=(640,25,790,52)
dateline: Albany, Yesterday. xyxy=(726,480,790,489)
ad-title: THAMES RIVER STEAM NAVIGATION COMPANY. xyxy=(10,611,150,632)
article-text: Cleaning up and retorting took place this morning for the payable return of 37ozs 12dwts melted gold, for which 28 loads of general dirt and 30lbs of picked stone were crushed. This was obtained from the main Waitemata Kurunui leader, the block on the dropper worked by Mr Garvey being exhausted. The manager will next week order an intermediate level from the western stope to prove the reef on the seaward side of the slide. The lode has never been worked on this side below the Bank of New Zealand level, where it was payable, so there is a chance of opening up a remunerative block here. The winze on Garvey's leader is down 20ft; a day herd crossed it a day or two ago, and though the lead has become defined again, it has not been broken yet. The contractors for driving the low level from the Extended tunnel are making fair progress. The Moanatiairi reef is being driven on, but no gold has been seen yet. xyxy=(958,163,1108,387)
fares-text: SINGLE FARE (SALOON) ... 7s 6d. ditto (STEERAGE) ... 5s 0d. Weather and other circumstances permitting. Not responsible for accidents in shipping, carrying, or discharging livestock, or any goods parcels, etc., put on board unless signed for, and all goods stored are at the risk of consignee. No claims for damage to or short delivery of cargo will be recognised unless made within 48 hours after date of shipment. Office Shortland. xyxy=(6,478,154,595)
article-text: The embarkation of the troops to be despatched from this city to the Red Sea will commence to-day at Suez, where the transports are now waiting. The ships will proceed without delay, and are expected to land the whole force at Souakim on Tuesday next, 19th inst. xyxy=(481,1242,631,1314)
subheading: WEEKLY GOLD RETURNS. xyxy=(984,1050,1082,1059)
ship-master: H. Dawson, Master, xyxy=(45,851,115,860)
schedule-text: Thames to Te Aroha.— Saturday, 16th—Laid up to clean. Monday, 18th, at 9.30 morning. Wednesday, 20th, at 10.30 morning. Friday, 22nd, at 12.30 afternoon. Monday, 25th, at 6 morning. Te Aroha to Thames.— Tuesday, 19th, at 6 morning. Thursday, 21st, at 6 morning. Saturday, 23rd, at 7 morning. Tuesday, 26th, at 8.30 morning. xyxy=(6,676,154,757)
separator-stars: × × × xyxy=(861,920,887,930)
ad-title: New Season's Tea xyxy=(178,647,298,663)
table-row: 15—Friday 9.34 9.51 5.34 6.51 xyxy=(165,228,305,237)
article-text: The reef in the drive at the No. 2 level was broken down this morning. It is fully 18 inches wide, a strong compact body of stone, and gold was freely seen in taking it down. xyxy=(958,397,1108,442)
ship-name: S.S. WAITOA, xyxy=(42,758,118,770)
divider xyxy=(978,1500,1088,1501)
article-text: An advertisement from Mrs Glover, of Mary street, appears in the columns to-day for notices of that kind in our issue this evening. It is of the advantage offered to those doing business at the little shop are fully set out, and we doubt not will sufficient to induce a still further amount of support being accorded to the proprietress. xyxy=(322,1363,472,1444)
column-divider xyxy=(953,26,954,1446)
ship-master: Captain W. Bettis. xyxy=(48,771,112,780)
shipping-heading: Shipping xyxy=(59,28,101,37)
table-row: New Zealand STYLE, Clothing Factory xyxy=(166,307,284,325)
ad-title: PIANOS! PIANOS! xyxy=(181,716,295,730)
subheading: CALEDONIAN. xyxy=(1006,389,1060,398)
